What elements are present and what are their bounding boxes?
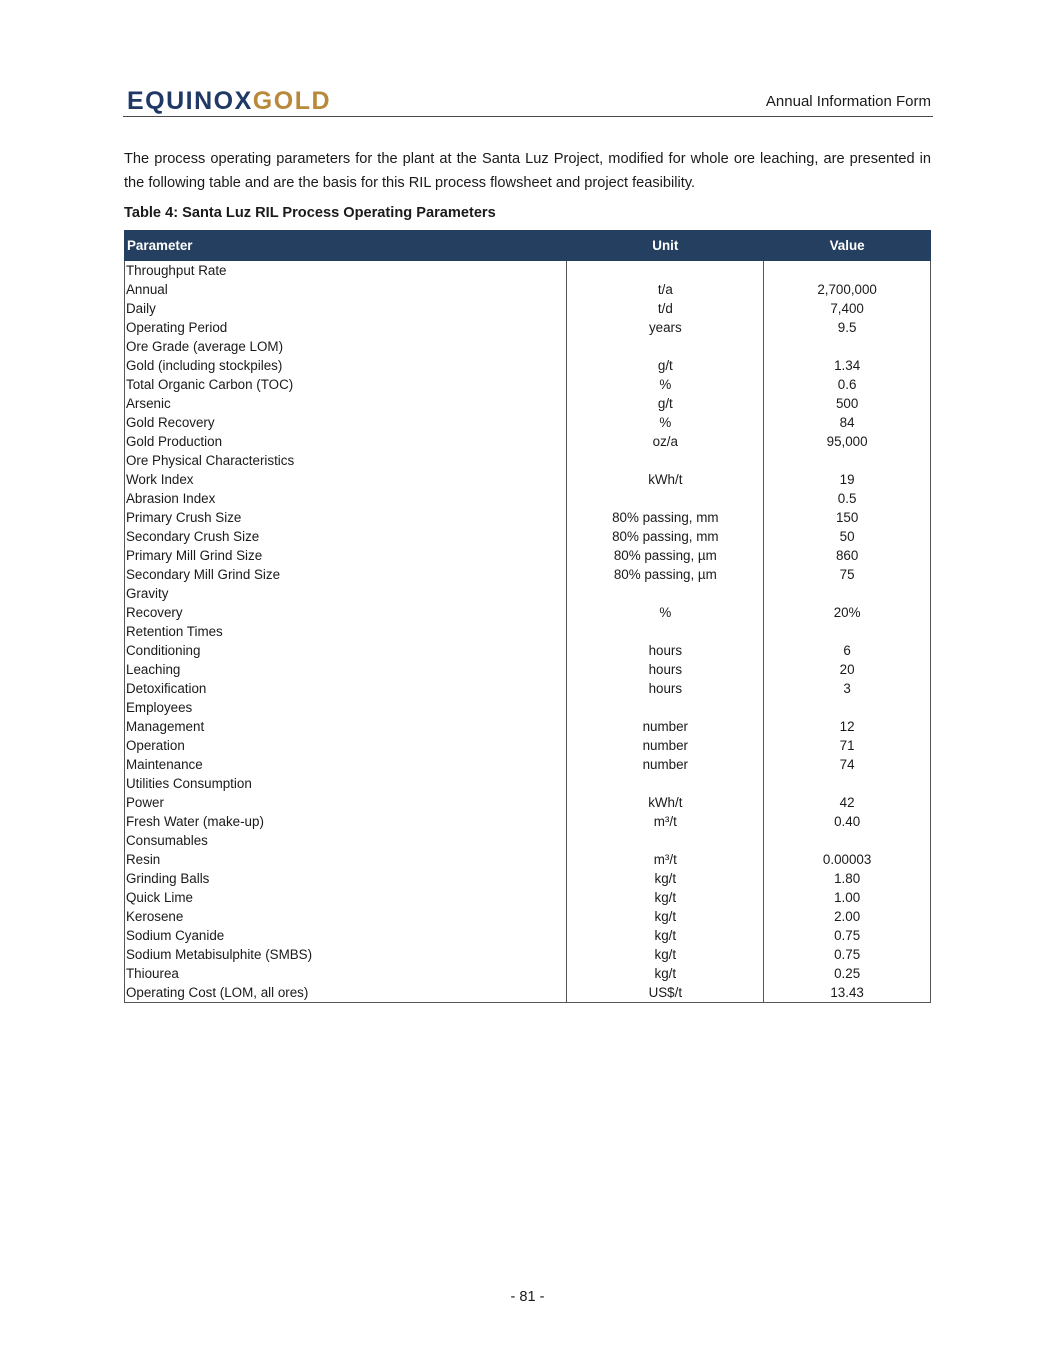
cell-parameter: Throughput Rate [125,261,567,281]
cell-unit: hours [567,660,764,679]
table-row [125,926,931,945]
cell-unit: 80% passing, µm [567,565,764,584]
cell-unit [567,261,764,281]
cell-value [764,831,931,850]
cell-unit: g/t [567,356,764,375]
table-row [125,546,931,565]
cell-unit: number [567,755,764,774]
cell-value: 84 [764,413,931,432]
cell-unit: kg/t [567,945,764,964]
cell-unit [567,489,764,508]
cell-value: 6 [764,641,931,660]
cell-parameter: Ore Physical Characteristics [125,451,567,470]
cell-parameter: Recovery [125,603,567,622]
table-row [125,793,931,812]
cell-unit: 80% passing, mm [567,527,764,546]
page-number: - 81 - [510,1289,545,1305]
cell-value [764,337,931,356]
table-row [125,888,931,907]
cell-unit [567,451,764,470]
cell-unit: hours [567,679,764,698]
cell-unit: kg/t [567,964,764,983]
cell-unit: kg/t [567,869,764,888]
cell-unit [567,622,764,641]
equinox-gold-logo [127,86,331,116]
table-row [125,983,931,1003]
cell-parameter: Leaching [125,660,567,679]
cell-unit [567,698,764,717]
cell-value: 71 [764,736,931,755]
cell-parameter: Operation [125,736,567,755]
cell-value: 500 [764,394,931,413]
cell-value: 75 [764,565,931,584]
intro-paragraph: The process operating parameters for the plant at the Santa Luz Project, modified for whole ore leaching, are presented in the following table and are the basis for this RIL process flowsheet and project feasibility. [124,151,931,191]
table-row [125,413,931,432]
cell-parameter: Ore Grade (average LOM) [125,337,567,356]
table-row [125,774,931,793]
cell-unit: 80% passing, mm [567,508,764,527]
table-row [125,622,931,641]
cell-value: 150 [764,508,931,527]
cell-value: 50 [764,527,931,546]
cell-unit: % [567,413,764,432]
cell-parameter: Sodium Cyanide [125,926,567,945]
cell-parameter: Retention Times [125,622,567,641]
table-row [125,356,931,375]
table-row [125,470,931,489]
table-row [125,964,931,983]
cell-parameter: Management [125,717,567,736]
cell-value [764,584,931,603]
table-row [125,489,931,508]
cell-parameter: Abrasion Index [125,489,567,508]
table-row [125,375,931,394]
cell-unit: number [567,736,764,755]
cell-unit: 80% passing, µm [567,546,764,565]
cell-value: 3 [764,679,931,698]
table-row [125,318,931,337]
table-row [125,736,931,755]
table-row [125,755,931,774]
page-header [123,86,933,117]
cell-parameter: Gold Recovery [125,413,567,432]
table-row [125,641,931,660]
cell-value: 95,000 [764,432,931,451]
logo-text-gold: GOLD [252,87,332,115]
table-row [125,850,931,869]
cell-value: 19 [764,470,931,489]
cell-parameter: Primary Mill Grind Size [125,546,567,565]
cell-value [764,698,931,717]
cell-value: 1.80 [764,869,931,888]
table-row [125,679,931,698]
cell-unit: US$/t [567,983,764,1003]
table-row [125,812,931,831]
cell-value: 0.75 [764,945,931,964]
cell-value: 20% [764,603,931,622]
cell-unit [567,774,764,793]
cell-unit: hours [567,641,764,660]
cell-unit [567,337,764,356]
cell-value [764,261,931,281]
cell-unit: m³/t [567,850,764,869]
cell-parameter: Utilities Consumption [125,774,567,793]
cell-parameter: Primary Crush Size [125,508,567,527]
cell-value: 7,400 [764,299,931,318]
cell-parameter: Operating Cost (LOM, all ores) [125,983,567,1003]
cell-unit: number [567,717,764,736]
table-row [125,831,931,850]
cell-value: 0.40 [764,812,931,831]
cell-value: 74 [764,755,931,774]
cell-parameter: Thiourea [125,964,567,983]
table-row [125,698,931,717]
table-caption: Table 4: Santa Luz RIL Process Operating Parameters [124,205,496,221]
table-row [125,584,931,603]
cell-parameter: Quick Lime [125,888,567,907]
table-row [125,280,931,299]
cell-parameter: Maintenance [125,755,567,774]
cell-unit [567,584,764,603]
cell-parameter: Operating Period [125,318,567,337]
cell-unit: kWh/t [567,470,764,489]
table-row [125,527,931,546]
cell-parameter: Detoxification [125,679,567,698]
cell-unit: kg/t [567,907,764,926]
cell-unit: m³/t [567,812,764,831]
column-header-parameter: Parameter [125,231,567,261]
cell-unit: kWh/t [567,793,764,812]
cell-unit: oz/a [567,432,764,451]
cell-parameter: Total Organic Carbon (TOC) [125,375,567,394]
cell-value: 860 [764,546,931,565]
cell-value [764,774,931,793]
cell-value: 0.6 [764,375,931,394]
cell-parameter: Employees [125,698,567,717]
table-row [125,603,931,622]
cell-parameter: Gold Production [125,432,567,451]
cell-value: 2,700,000 [764,280,931,299]
column-header-value: Value [764,231,931,261]
cell-value: 13.43 [764,983,931,1003]
cell-value: 1.00 [764,888,931,907]
cell-parameter: Conditioning [125,641,567,660]
table-row [125,261,931,281]
cell-value [764,622,931,641]
cell-parameter: Consumables [125,831,567,850]
table-row [125,945,931,964]
cell-parameter: Grinding Balls [125,869,567,888]
cell-parameter: Secondary Crush Size [125,527,567,546]
cell-value: 20 [764,660,931,679]
table-row [125,907,931,926]
cell-parameter: Work Index [125,470,567,489]
cell-parameter: Daily [125,299,567,318]
cell-value [764,451,931,470]
cell-unit: g/t [567,394,764,413]
cell-value: 42 [764,793,931,812]
table-row [125,660,931,679]
cell-unit: t/d [567,299,764,318]
cell-parameter: Power [125,793,567,812]
cell-value: 0.00003 [764,850,931,869]
cell-unit [567,831,764,850]
logo-text-equinox: EQUINOX [127,87,253,115]
column-header-unit: Unit [567,231,764,261]
cell-parameter: Resin [125,850,567,869]
table-row [125,394,931,413]
cell-parameter: Annual [125,280,567,299]
cell-unit: kg/t [567,888,764,907]
cell-unit: % [567,603,764,622]
cell-parameter: Gold (including stockpiles) [125,356,567,375]
table-row [125,451,931,470]
cell-value: 1.34 [764,356,931,375]
table-row [125,717,931,736]
table-row [125,299,931,318]
cell-parameter: Fresh Water (make-up) [125,812,567,831]
cell-parameter: Arsenic [125,394,567,413]
cell-unit: % [567,375,764,394]
table-row [125,869,931,888]
cell-unit: t/a [567,280,764,299]
table-row [125,508,931,527]
cell-unit: kg/t [567,926,764,945]
operating-parameters-table [124,230,931,1003]
cell-parameter: Sodium Metabisulphite (SMBS) [125,945,567,964]
cell-value: 2.00 [764,907,931,926]
table-body [125,261,931,1003]
cell-unit: years [567,318,764,337]
cell-parameter: Gravity [125,584,567,603]
cell-parameter: Kerosene [125,907,567,926]
cell-value: 12 [764,717,931,736]
table-row [125,337,931,356]
table-header-row [125,231,931,261]
table-row [125,432,931,451]
cell-value: 0.5 [764,489,931,508]
cell-value: 9.5 [764,318,931,337]
cell-parameter: Secondary Mill Grind Size [125,565,567,584]
cell-value: 0.25 [764,964,931,983]
cell-value: 0.75 [764,926,931,945]
document-title: Annual Information Form [765,93,931,110]
table-row [125,565,931,584]
